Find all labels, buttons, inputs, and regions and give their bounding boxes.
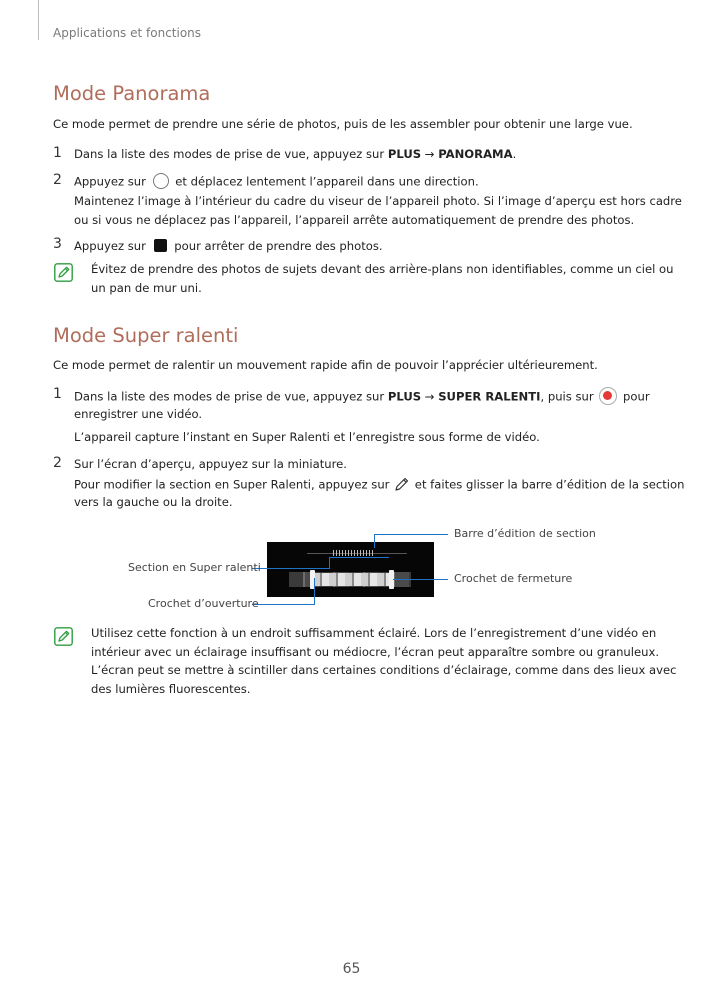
panorama-note-line-1: Évitez de prendre des photos de sujets devant des arrière-plans non identifiables, comme un ciel ou bbox=[91, 262, 674, 276]
super-slow-note-line-1: Utilisez cette fonction à un endroit suffisamment éclairé. Lors de l’enregistrement d’une vidéo en bbox=[91, 626, 657, 640]
text: et déplacez lentement l’appareil dans une direction. bbox=[171, 174, 479, 189]
arrow: → bbox=[421, 389, 439, 404]
arrow: → bbox=[421, 147, 439, 161]
text: Dans la liste des modes de prise de vue, appuyez sur bbox=[74, 389, 388, 404]
callout-line-edit-bar-vertical bbox=[374, 534, 375, 548]
callout-line-section bbox=[252, 568, 330, 569]
stop-icon bbox=[154, 239, 167, 252]
callout-closing-bracket: Crochet de fermeture bbox=[454, 572, 573, 585]
text: Appuyez sur bbox=[74, 174, 150, 189]
panorama-title: Mode Panorama bbox=[53, 82, 211, 105]
panorama-step-1 bbox=[74, 147, 516, 161]
callout-line-open bbox=[252, 604, 315, 605]
super-slow-step-1-line-2: enregistrer une vidéo. bbox=[74, 407, 203, 421]
super-slow-step-2-line-1: Sur l’écran d’aperçu, appuyez sur la miniature. bbox=[74, 457, 347, 471]
callout-line-open-vertical bbox=[314, 578, 315, 605]
note-pencil-icon bbox=[54, 627, 73, 646]
super-slow-step-2-line-3: vers la gauche ou la droite. bbox=[74, 495, 233, 509]
super-slow-step-2-line-2 bbox=[74, 477, 684, 493]
callout-line-section-vertical bbox=[329, 557, 330, 569]
text: pour arrêter de prendre des photos. bbox=[170, 239, 383, 253]
panorama-step-2-line-2: Maintenez l’image à l’intérieur du cadre du viseur de l’appareil photo. Si l’image d’aperçu est hors cadre bbox=[74, 194, 682, 208]
text: , puis sur bbox=[540, 389, 598, 404]
text: et faites glisser la barre d’édition de la section bbox=[411, 477, 685, 492]
super-slow-section bbox=[313, 573, 389, 586]
panorama-note-line-2: un pan de mur uni. bbox=[91, 281, 202, 295]
super-slow-label: SUPER RALENTI bbox=[438, 389, 541, 404]
text: Pour modifier la section en Super Ralenti, appuyez sur bbox=[74, 477, 394, 492]
super-slow-step-1 bbox=[74, 388, 650, 406]
callout-line-edit-bar bbox=[374, 534, 448, 535]
text: pour bbox=[619, 389, 650, 404]
panorama-step-2-line-3: ou si vous ne déplacez pas l’appareil, l’appareil arrête automatiquement de prendre des photos. bbox=[74, 213, 635, 227]
super-slow-note-line-4: des lumières fluorescentes. bbox=[91, 682, 251, 696]
text: Appuyez sur bbox=[74, 239, 150, 253]
text: . bbox=[512, 147, 517, 161]
edit-screen-preview bbox=[267, 542, 434, 597]
page-number: 65 bbox=[342, 961, 361, 977]
note-pencil-icon bbox=[54, 263, 73, 282]
callout-edit-bar: Barre d’édition de section bbox=[454, 527, 596, 540]
super-slow-note-line-2: intérieur avec un éclairage insuffisant ou médiocre, l’écran peut apparaître sombre ou granuleux. bbox=[91, 645, 660, 659]
panorama-step-1-number: 1 bbox=[53, 145, 62, 161]
panorama-label: PANORAMA bbox=[438, 147, 513, 161]
section-edit-bar bbox=[333, 550, 375, 556]
super-slow-intro: Ce mode permet de ralentir un mouvement rapide afin de pouvoir l’apprécier ultérieurement. bbox=[53, 358, 598, 372]
super-slow-step-1-number: 1 bbox=[53, 386, 62, 402]
super-slow-title: Mode Super ralenti bbox=[53, 324, 239, 347]
panorama-step-3 bbox=[74, 239, 383, 253]
callout-line-section-top bbox=[329, 557, 389, 558]
plus-label: PLUS bbox=[387, 147, 422, 161]
shutter-button-icon bbox=[153, 173, 169, 189]
running-header: Applications et fonctions bbox=[53, 26, 202, 40]
record-button-icon bbox=[599, 387, 617, 405]
super-slow-note-line-3: L’écran peut se mettre à scintiller dans certaines conditions d’éclairage, comme dans des lieux avec bbox=[91, 663, 677, 677]
super-slow-step-1-line-3: L’appareil capture l’instant en Super Ralenti et l’enregistre sous forme de vidéo. bbox=[74, 430, 540, 444]
super-slow-step-2-number: 2 bbox=[53, 455, 62, 471]
text: Dans la liste des modes de prise de vue, appuyez sur bbox=[74, 147, 388, 161]
callout-super-slow-section: Section en Super ralenti bbox=[128, 561, 261, 574]
header-rule bbox=[38, 0, 39, 40]
panorama-intro: Ce mode permet de prendre une série de photos, puis de les assembler pour obtenir une large vue. bbox=[53, 117, 633, 131]
panorama-step-3-number: 3 bbox=[53, 236, 62, 252]
callout-opening-bracket: Crochet d’ouverture bbox=[148, 597, 259, 610]
panorama-step-2-number: 2 bbox=[53, 172, 62, 188]
edit-pencil-icon bbox=[393, 476, 411, 492]
callout-line-close bbox=[393, 579, 448, 580]
panorama-step-2 bbox=[74, 174, 479, 190]
plus-label: PLUS bbox=[387, 389, 422, 404]
